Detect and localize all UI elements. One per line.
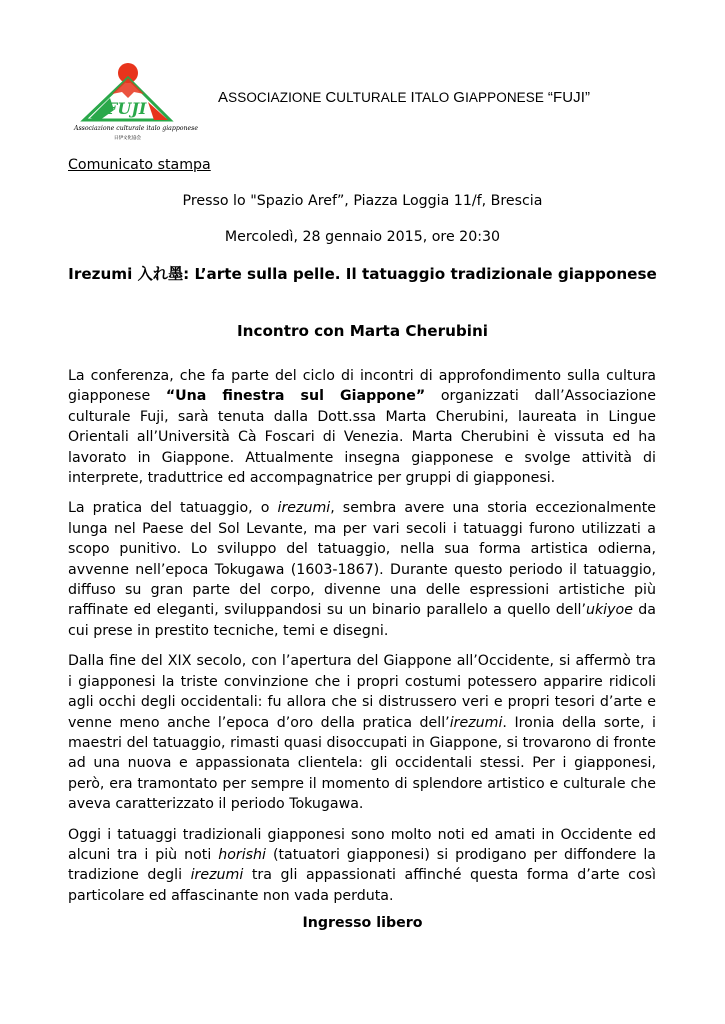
fuji-mountain-icon <box>70 62 198 144</box>
press-release-label: Comunicato stampa <box>68 157 211 173</box>
paragraph-1: La conferenza, che fa parte del ciclo di incontri di approfondimento sulla cultura giapponese “Una finestra sul Giappone” organizzati dall’Associazione culturale Fuji, sarà tenuta dalla Dott.ssa Marta Cherubini, laureata in Lingue Orientali all’Università Cà Foscari di Venezia. Marta Cherubini è vissuta ed ha lavorato in Giappone. Attualmente insegna giapponese e svolge attività di interprete, traduttrice ed accompagnatrice per gruppi di giapponesi. <box>68 368 656 487</box>
speaker-line: Incontro con Marta Cherubini <box>236 322 489 340</box>
paragraph-2: La pratica del tatuaggio, o irezumi, sembra avere una storia eccezionalmente lunga nel Paese del Sol Levante, ma per vari secoli i tatuaggi furono utilizzati a scopo punitivo. Lo sviluppo del tatuaggio, nella sua forma artistica odierna, avvenne nell’epoca Tokugawa (1603-1867). Durante questo periodo il tatuaggio, diffuso su gran parte del corpo, divenne una delle espressioni artistiche più raffinate ed eleganti, sviluppandosi su un binario parallelo a quello dell’ukiyoe da cui prese in prestito tecniche, temi e disegni. <box>68 500 656 639</box>
paragraph-4: Oggi i tatuaggi tradizionali giapponesi sono molto noti ed amati in Occidente ed alcuni tra i più noti horishi (tatuatori giapponesi) si prodigano per diffondere la tradizione degli irezumi tra gli appassionati affinché questa forma d’arte così particolare ed affascinante non vada perduta. <box>68 826 656 904</box>
event-title: Irezumi 入れ墨: L’arte sulla pelle. Il tatuaggio tradizionale giapponese <box>68 265 657 283</box>
svg-text:日伊文化協会: 日伊文化協会 <box>114 136 141 141</box>
association-logo <box>70 62 198 144</box>
association-name: ASSOCIAZIONE CULTURALE ITALO GIAPPONESE “FUJI” <box>218 89 591 106</box>
svg-text:FUJI: FUJI <box>106 99 147 118</box>
date-line: Mercoledì, 28 gennaio 2015, ore 20:30 <box>224 229 501 245</box>
venue-line: Presso lo "Spazio Aref”, Piazza Loggia 11/f, Brescia <box>182 193 543 209</box>
svg-text:Associazione culturale italo g: Associazione culturale italo giapponese <box>74 125 198 132</box>
body-text <box>68 366 656 916</box>
paragraph-3: Dalla fine del XIX secolo, con l’apertura del Giappone all’Occidente, si affermò tra i giapponesi la triste convinzione che i propri costumi potessero apparire ridicoli agli occhi degli occidentali: fu allora che si distrussero veri e propri tesori d’arte e venne meno anche l’epoca d’oro della pratica dell’irezumi. Ironia della sorte, i maestri del tatuaggio, rimasti quasi disoccupati in Giappone, si trovarono di fronte ad una nuova e appassionata clientela: gli occidentali stessi. Per i giapponesi, però, era tramontato per sempre il momento di splendore artistico e culturale che aveva caratterizzato il periodo Tokugawa. <box>68 653 656 813</box>
free-entry-label: Ingresso libero <box>302 915 423 931</box>
